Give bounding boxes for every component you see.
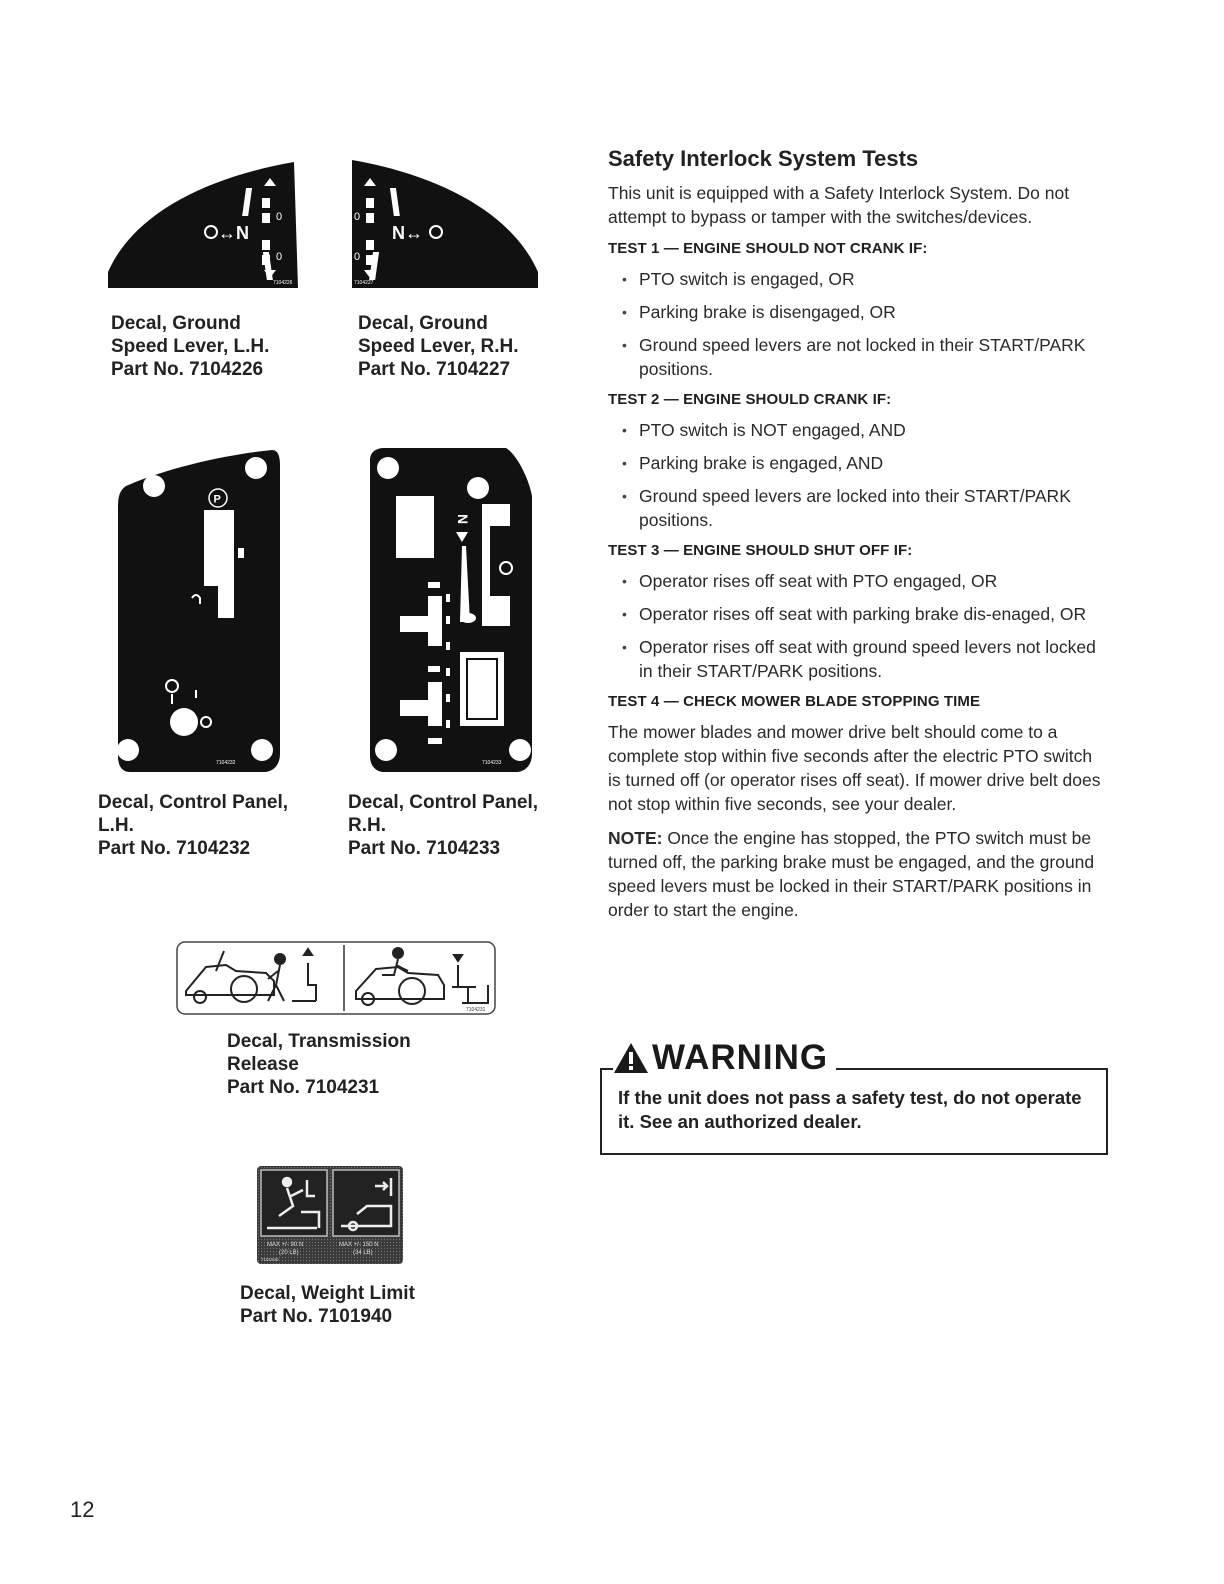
decal-transmission-release-image [176,941,498,1017]
note-paragraph [608,826,1108,922]
svg-text:0: 0 [354,211,361,223]
caption-line: Decal, Control Panel, [348,792,539,813]
part-number: Part No. 7104231 [227,1077,380,1098]
caption-ground-speed-lever-lh [111,312,269,381]
list-item: • Parking brake is disengaged, OR [622,300,1108,324]
caption-line: Decal, Ground [358,313,488,334]
list-item: • Operator rises off seat with PTO engaged, OR [622,569,1108,593]
test-3-list [608,569,1108,683]
list-item: • Parking brake is engaged, AND [622,451,1108,475]
decal-code: 7104233 [482,760,502,766]
svg-text:N↔: N↔ [392,223,423,243]
caption-control-panel-rh [348,791,538,860]
weight-label: MAX +/- 90 N [267,1242,304,1248]
caption-line: R.H. [348,815,386,836]
decal-ground-speed-lever-rh-image [348,160,540,290]
test-4-paragraph: The mower blades and mower drive belt should come to a complete stop within five seconds after the electric PTO switch is turned off (or operator rises off seat). If mower drive belt does not stop within five seconds, see your dealer. [608,722,1101,814]
caption-line: Decal, Transmission [227,1031,411,1052]
caption-line: Release [227,1054,299,1075]
part-number: Part No. 7104233 [348,838,501,859]
test-4-heading: TEST 4 — CHECK MOWER BLADE STOPPING TIME [608,693,981,710]
warning-text: If the unit does not pass a safety test, do not operate it. See an authorized dealer. [618,1087,1082,1132]
list-item: • PTO switch is engaged, OR [622,267,1108,291]
caption-line: Speed Lever, L.H. [111,336,270,357]
decal-control-panel-lh-image [112,446,282,776]
decal-code: 7104227 [354,280,374,286]
warning-box-corner [600,1068,614,1070]
caption-line: Speed Lever, R.H. [358,336,519,357]
warning-triangle-icon [613,1042,649,1074]
test-3-heading: TEST 3 — ENGINE SHOULD SHUT OFF IF: [608,542,913,559]
warning-word: WARNING [652,1038,829,1077]
svg-text:0: 0 [354,251,361,263]
weight-label: (20 LB) [279,1250,299,1256]
part-number: Part No. 7101940 [240,1306,393,1327]
decal-code: 7101940 [261,1257,279,1262]
svg-text:N: N [455,514,471,525]
intro-paragraph: This unit is equipped with a Safety Interlock System. Do not attempt to bypass or tamper with the switches/devices. [608,183,1070,227]
caption-line: Decal, Weight Limit [240,1283,415,1304]
test-1-heading: TEST 1 — ENGINE SHOULD NOT CRANK IF: [608,240,928,257]
list-item: • Ground speed levers are locked into their START/PARK positions. [622,484,1108,532]
decal-weight-limit-image [257,1166,403,1264]
caption-line: L.H. [98,815,134,836]
caption-weight-limit [240,1282,415,1328]
section-title: Safety Interlock System Tests [608,146,919,171]
part-number: Part No. 7104226 [111,359,264,380]
page-number: 12 [70,1497,95,1522]
list-item: • Operator rises off seat with ground speed levers not locked in their START/PARK positions. [622,635,1108,683]
part-number: Part No. 7104232 [98,838,251,859]
svg-text:↔N: ↔N [218,223,249,243]
part-number: Part No. 7104227 [358,359,511,380]
test-2-heading: TEST 2 — ENGINE SHOULD CRANK IF: [608,391,892,408]
caption-line: Decal, Ground [111,313,241,334]
svg-text:P: P [213,493,221,506]
caption-control-panel-lh [98,791,288,860]
weight-label: (34 LB) [353,1250,373,1256]
decal-code: 7104226 [273,280,293,286]
test-1-list [608,267,1108,381]
decal-control-panel-rh-image [366,446,536,776]
decal-ground-speed-lever-lh-image [108,160,298,290]
caption-line: Decal, Control Panel, [98,792,289,813]
note-body: Once the engine has stopped, the PTO switch must be turned off, the parking brake must be engaged, and the ground speed levers must be locked in their START/PARK positions in order to start the engine. [608,828,1095,920]
list-item: • Ground speed levers are not locked in their START/PARK positions. [622,333,1108,381]
list-item: • PTO switch is NOT engaged, AND [622,418,1108,442]
caption-ground-speed-lever-rh [358,312,519,381]
caption-transmission-release [227,1030,411,1099]
note-label: NOTE: [608,828,663,848]
decal-code: 7104231 [466,1007,486,1013]
list-item: • Operator rises off seat with parking brake dis-enaged, OR [622,602,1108,626]
warning-box-top-line [836,1068,1106,1070]
warning-header [613,1038,836,1078]
test-2-list [608,418,1108,532]
svg-text:0: 0 [276,211,283,223]
svg-text:0: 0 [276,251,283,263]
weight-label: MAX +/- 150 N [339,1242,379,1248]
decal-code: 7104232 [216,760,236,766]
safety-interlock-section [608,146,1108,932]
